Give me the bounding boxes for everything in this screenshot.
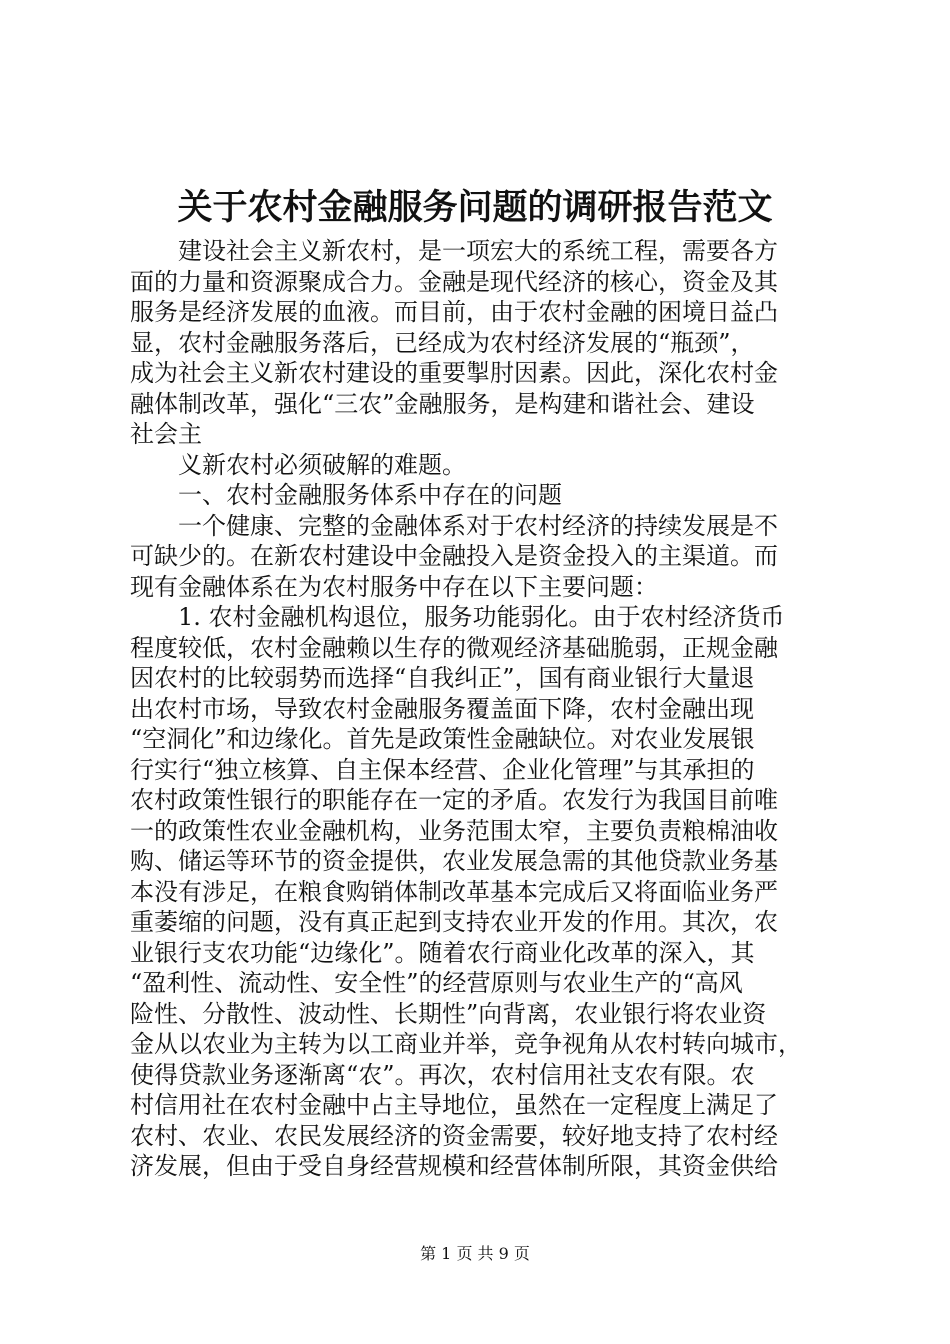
text-line: 社会主 [130,420,202,448]
page-number-footer: 第 1 页 共 9 页 [420,1244,530,1263]
text-line: 义新农村必须破解的难题。 [178,450,466,479]
document-body [130,236,830,1182]
text-line: 使得贷款业务逐渐离“农”。再次，农村信用社支农有限。农 [130,1060,755,1089]
text-line: 业银行支农功能“边缘化”。随着农行商业化改革的深入，其 [130,938,755,967]
text-line: 出农村市场，导致农村金融服务覆盖面下降，农村金融出现 [130,694,754,723]
text-line: “盈利性、流动性、安全性”的经营原则与农业生产的“高风 [130,969,743,997]
text-line: 济发展，但由于受自身经营规模和经营体制所限，其资金供给 [130,1152,778,1180]
text-line: 显，农村金融服务落后，已经成为农村经济发展的“瓶颈”， [130,328,755,357]
text-line: 一个健康、完整的金融体系对于农村经济的持续发展是不 [178,511,778,540]
text-line: 购、储运等环节的资金提供，农业发展急需的其他贷款业务基 [130,847,778,875]
text-line: 农村政策性银行的职能存在一定的矛盾。农发行为我国目前唯 [130,786,778,814]
section-heading: 一、农村金融服务体系中存在的问题 [178,481,562,509]
text-line: 一的政策性农业金融机构，业务范围太窄，主要负责粮棉油收 [130,816,778,845]
text-line: 行实行“独立核算、自主保本经营、企业化管理”与其承担的 [130,755,755,784]
document-title: 关于农村金融服务问题的调研报告范文 [177,187,773,228]
text-line: 现有金融体系在为农村服务中存在以下主要问题： [130,572,658,601]
text-line: 成为社会主义新农村建设的重要掣肘因素。因此，深化农村金 [130,359,778,387]
text-line: 建设社会主义新农村，是一项宏大的系统工程，需要各方 [178,237,778,265]
text-line: 面的力量和资源聚成合力。金融是现代经济的核心，资金及其 [130,267,778,296]
text-line: 农村、农业、农民发展经济的资金需要，较好地支持了农村经 [130,1121,778,1150]
text-line: 融体制改革，强化“三农”金融服务，是构建和谐社会、建设 [130,389,755,418]
subsection-line: 1. 农村金融机构退位，服务功能弱化。由于农村经济货币 [178,603,785,631]
text-line: 因农村的比较弱势而选择“自我纠正”，国有商业银行大量退 [130,664,755,692]
text-line: 本没有涉足，在粮食购销体制改革基本完成后又将面临业务严 [130,877,778,906]
text-line: 险性、分散性、波动性、长期性”向背离，农业银行将农业资 [130,999,767,1028]
text-line: 程度较低，农村金融赖以生存的微观经济基础脆弱，正规金融 [130,633,778,662]
text-line: 金从以农业为主转为以工商业并举，竞争视角从农村转向城市， [130,1030,802,1058]
text-line: 服务是经济发展的血液。而目前，由于农村金融的困境日益凸 [130,298,778,326]
text-line: 重萎缩的问题，没有真正起到支持农业开发的作用。其次，农 [130,908,778,936]
text-line: 村信用社在农村金融中占主导地位，虽然在一定程度上满足了 [130,1091,778,1119]
text-line: “空洞化”和边缘化。首先是政策性金融缺位。对农业发展银 [130,725,755,753]
text-line: 可缺少的。在新农村建设中金融投入是资金投入的主渠道。而 [130,542,778,570]
